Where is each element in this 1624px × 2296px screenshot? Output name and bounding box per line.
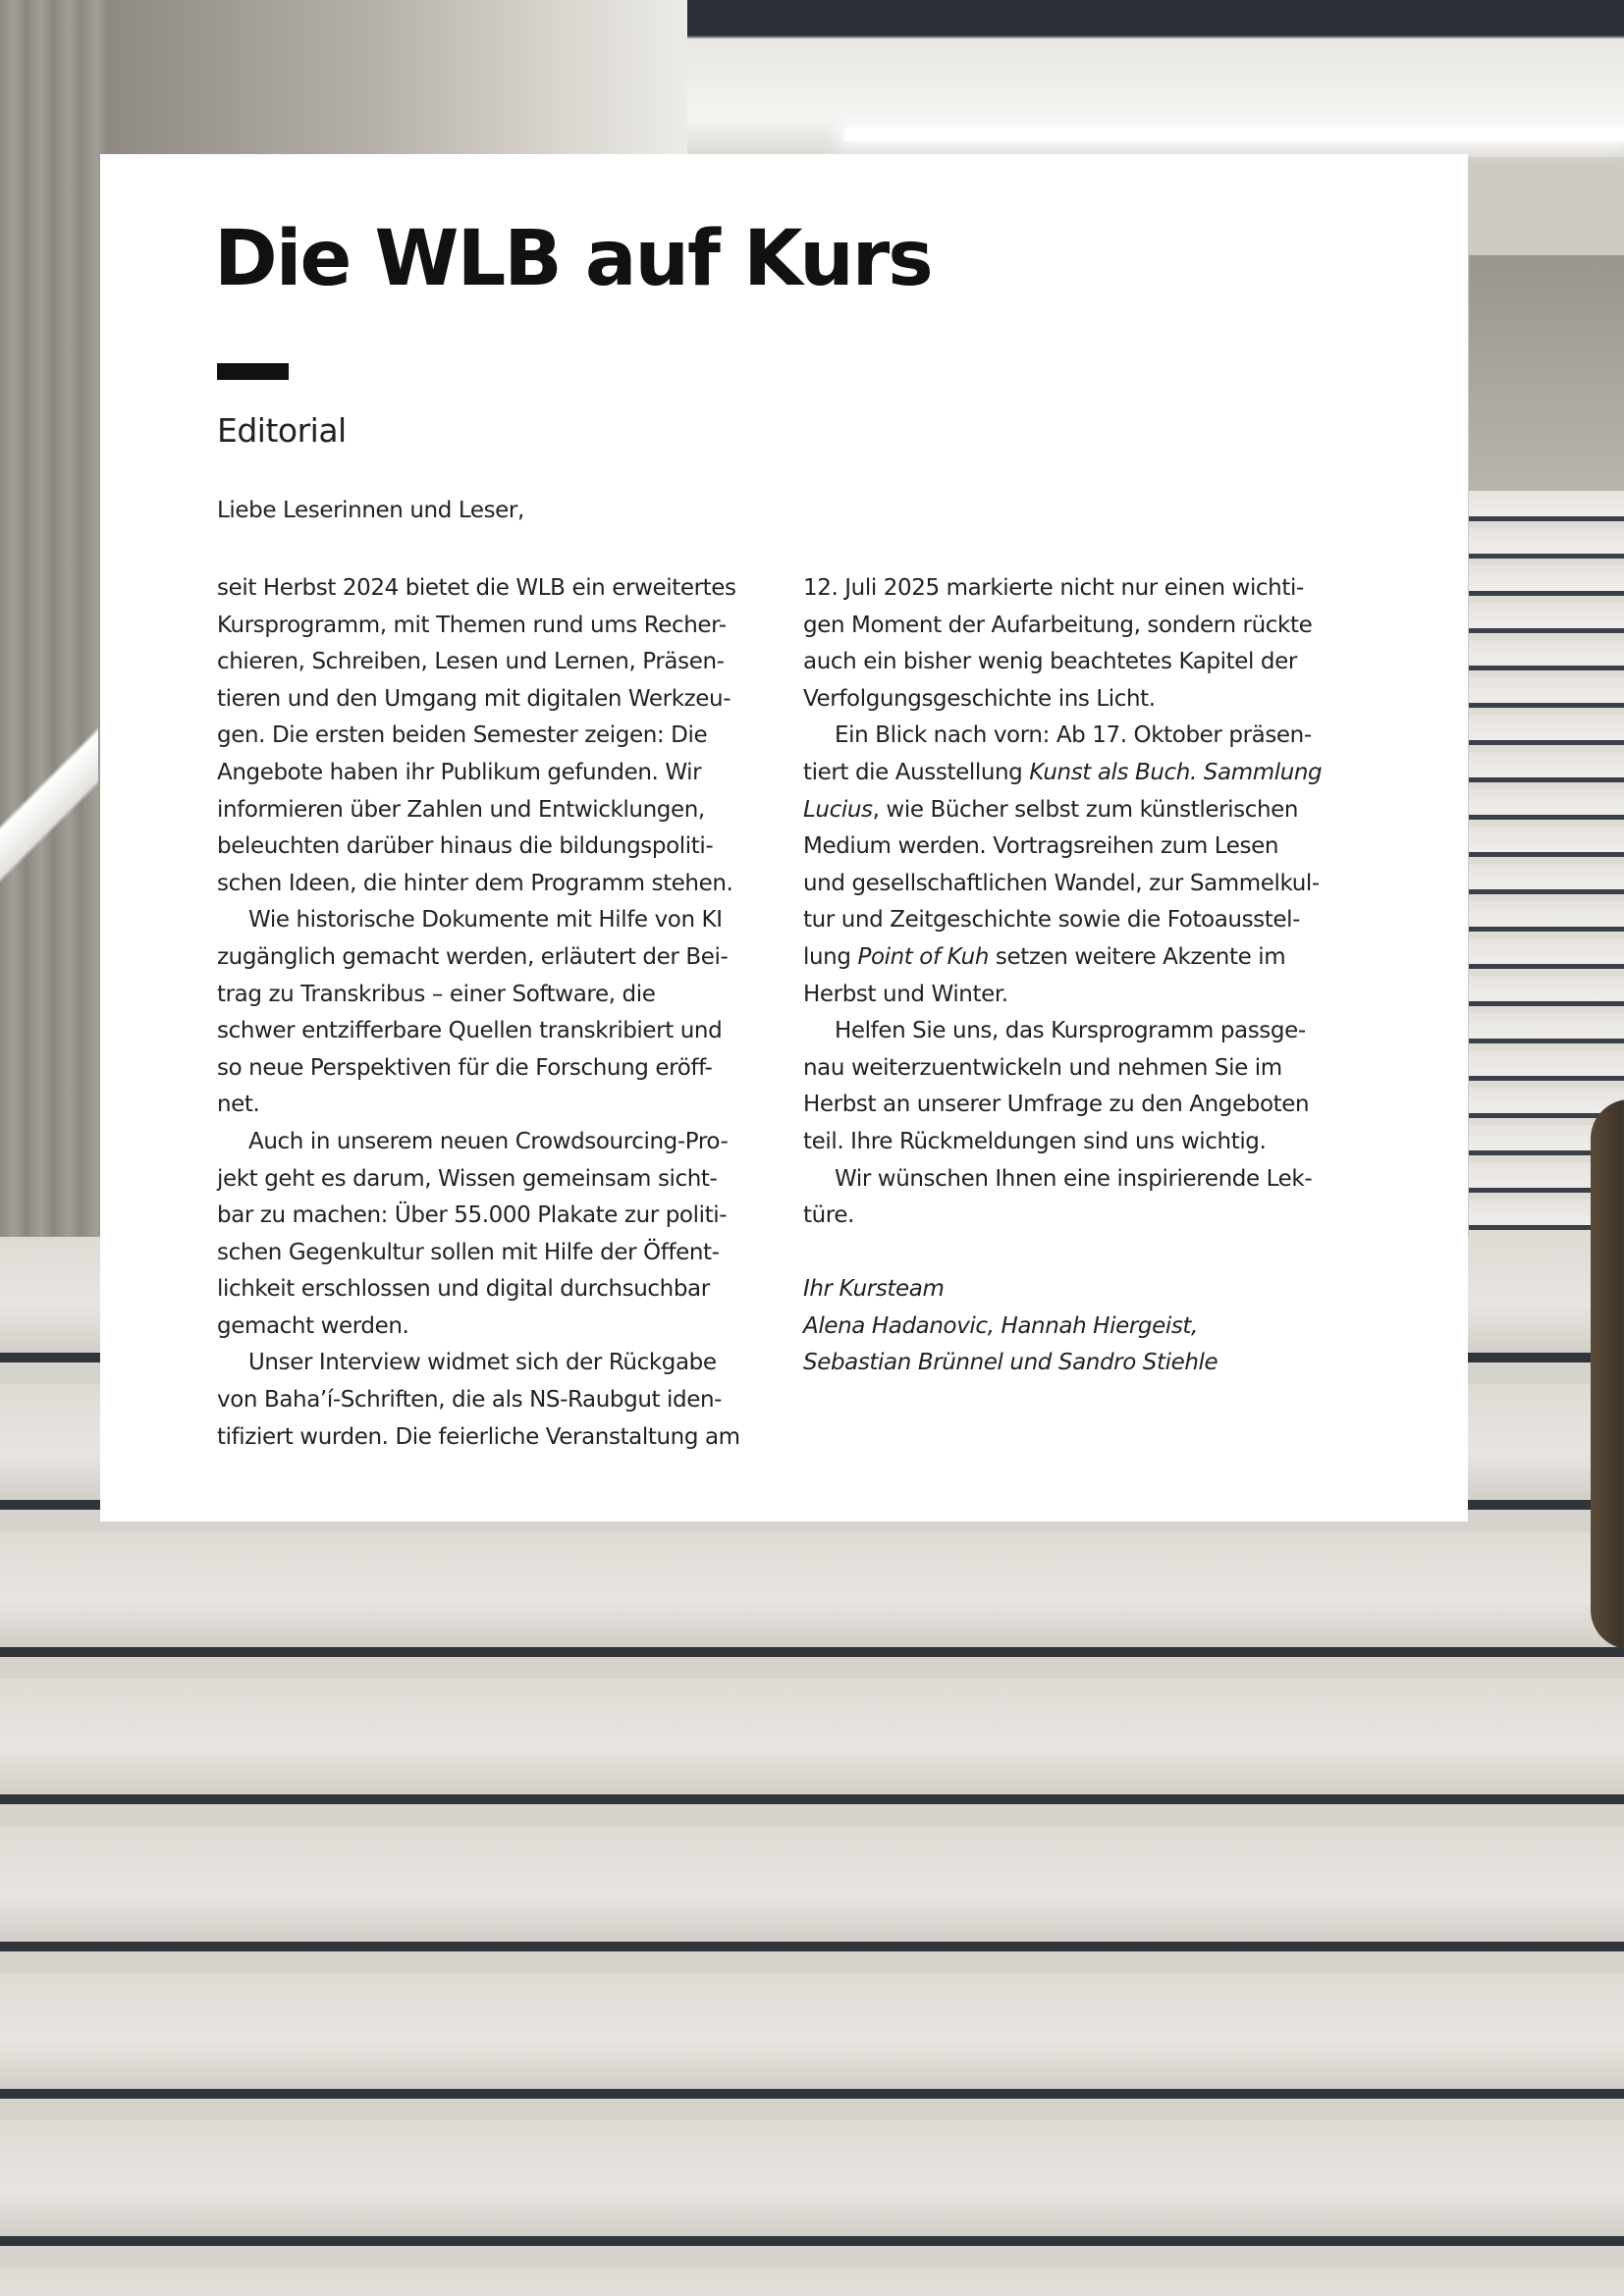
text-fragment: lung: [803, 943, 858, 970]
text-line: bar zu machen: Über 55.000 Plakate zur politi-: [217, 1202, 728, 1229]
text-line: nau weiterzuentwickeln und nehmen Sie im: [803, 1054, 1282, 1081]
text-line: gen Moment der Aufarbeitung, sondern rückte: [803, 612, 1313, 638]
handrail: [0, 707, 98, 903]
text-line: gemacht werden.: [217, 1312, 409, 1339]
salutation: Liebe Leserinnen und Leser,: [217, 498, 524, 523]
wall-right: [1469, 255, 1624, 491]
title-rule: [217, 363, 289, 380]
signature-line: Ihr Kursteam: [803, 1276, 945, 1303]
text-line: zugänglich gemacht werden, erläutert der Bei-: [217, 943, 729, 970]
text-line: [803, 939, 1392, 977]
editorial-panel: [100, 154, 1468, 1522]
text-line: Verfolgungsgeschichte ins Licht.: [803, 685, 1156, 712]
text-line: Herbst und Winter.: [803, 981, 1008, 1007]
text-line: Ein Blick nach vorn: Ab 17. Oktober präsen-: [835, 722, 1312, 749]
text-line: Wir wünschen Ihnen eine inspirierende Lek-: [835, 1165, 1313, 1192]
text-line: schwer entzifferbare Quellen transkribiert und: [217, 1018, 723, 1044]
text-line: seit Herbst 2024 bietet die WLB ein erweitertes: [217, 575, 736, 601]
text-line: von Bahaʼí-Schriften, die als NS-Raubgut iden-: [217, 1387, 723, 1414]
text-line: net.: [217, 1092, 260, 1118]
text-line: und gesellschaftlichen Wandel, zur Sammelkul-: [803, 870, 1320, 896]
signature-line: Alena Hadanovic, Hannah Hiergeist,: [803, 1312, 1198, 1339]
section-label: Editorial: [217, 411, 347, 450]
concrete-wall: [0, 0, 108, 1256]
text-line: gen. Die ersten beiden Semester zeigen: Die: [217, 722, 708, 749]
text-line: Medium werden. Vortragsreihen zum Lesen: [803, 833, 1279, 860]
text-line: schen Ideen, die hinter dem Programm stehen.: [217, 870, 733, 896]
text-line: Angebote haben ihr Publikum gefunden. Wir: [217, 759, 702, 785]
text-line: Helfen Sie uns, das Kursprogramm passge-: [835, 1018, 1306, 1044]
text-line: so neue Perspektiven für die Forschung eröff-: [217, 1054, 713, 1081]
text-line: informieren über Zahlen und Entwicklungen,: [217, 796, 705, 823]
text-line: Unser Interview widmet sich der Rückgabe: [248, 1350, 717, 1376]
text-line: tur und Zeitgeschichte sowie die Fotoausstel-: [803, 907, 1301, 934]
exhibition-title: Kunst als Buch. Sammlung: [1029, 759, 1323, 785]
text-line: türe.: [803, 1202, 855, 1229]
text-line: beleuchten darüber hinaus die bildungspoliti-: [217, 833, 714, 860]
text-fragment: tiert die Ausstellung: [803, 759, 1030, 785]
text-line: Kursprogramm, mit Themen rund ums Recher-: [217, 612, 727, 638]
text-line: Auch in unserem neuen Crowdsourcing-Pro-: [248, 1128, 729, 1154]
ceiling-light: [844, 128, 1624, 141]
text-line: trag zu Transkribus – einer Software, die: [217, 981, 656, 1007]
text-fragment: setzen weitere Akzente im: [989, 943, 1286, 970]
text-line: auch ein bisher wenig beachtetes Kapitel der: [803, 649, 1297, 675]
text-column-right: [803, 570, 1392, 1382]
text-line: [803, 755, 1392, 792]
text-line: tieren und den Umgang mit digitalen Werkzeu-: [217, 685, 731, 712]
person-figure: [1591, 1099, 1624, 1649]
text-line: Wie historische Dokumente mit Hilfe von KI: [248, 907, 723, 934]
text-line: schen Gegenkultur sollen mit Hilfe der Öffent-: [217, 1239, 720, 1265]
text-column-left: [217, 570, 786, 1456]
photo-exhibition-title: Point of Kuh: [857, 943, 990, 970]
exhibition-title: Lucius: [803, 796, 873, 823]
text-line: chieren, Schreiben, Lesen und Lernen, Präsen-: [217, 649, 725, 675]
text-line: tifiziert wurden. Die feierliche Veranstaltung am: [217, 1423, 740, 1450]
text-line: [803, 792, 1392, 829]
signature-line: Sebastian Brünnel und Sandro Stiehle: [803, 1350, 1218, 1376]
text-line: lichkeit erschlossen und digital durchsuchbar: [217, 1276, 710, 1303]
text-line: Herbst an unserer Umfrage zu den Angeboten: [803, 1092, 1310, 1118]
page-title: Die WLB auf Kurs: [214, 215, 932, 303]
text-fragment: , wie Bücher selbst zum künstlerischen: [872, 796, 1299, 823]
text-line: teil. Ihre Rückmeldungen sind uns wichtig.: [803, 1128, 1267, 1154]
text-line: jekt geht es darum, Wissen gemeinsam sicht-: [217, 1165, 718, 1192]
text-line: 12. Juli 2025 markierte nicht nur einen wichti-: [803, 575, 1304, 601]
